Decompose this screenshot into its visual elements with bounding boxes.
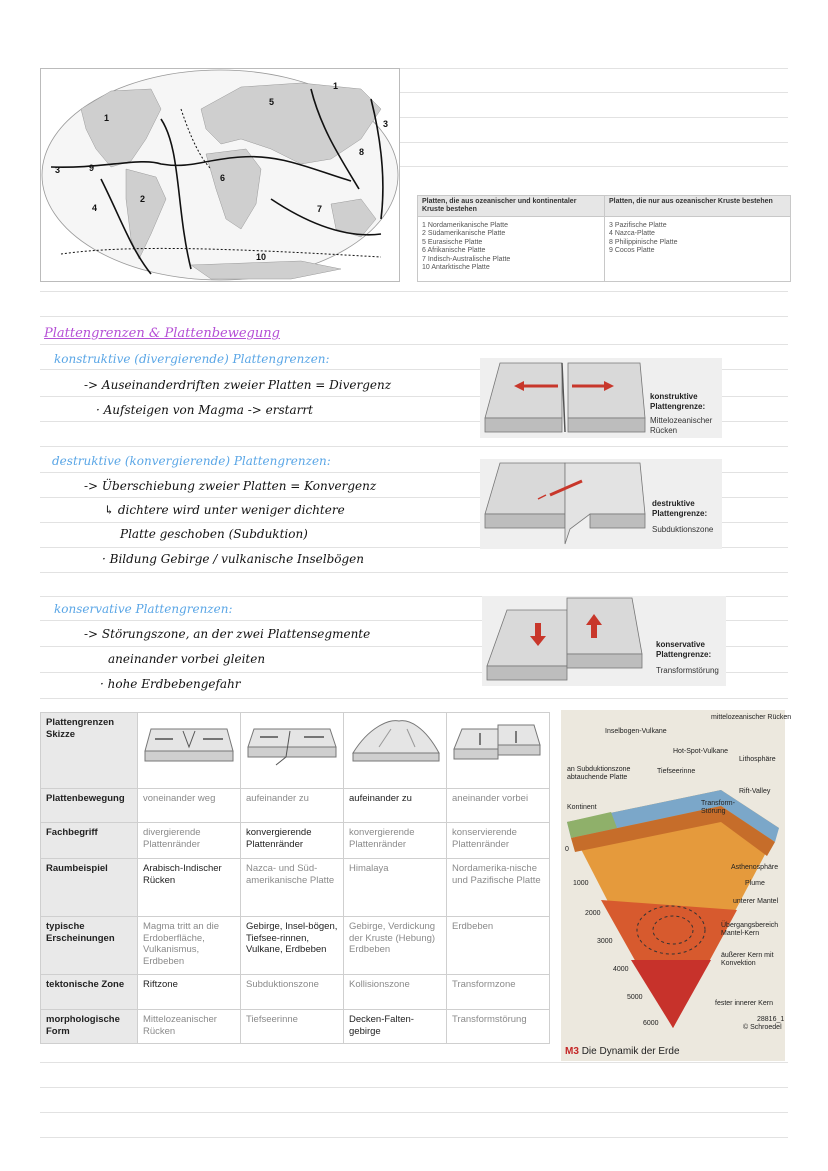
table-cell: Nordamerika-nische und Pazifische Platte bbox=[447, 859, 550, 917]
ruled-line bbox=[40, 446, 788, 447]
depth-label: 6000 bbox=[643, 1020, 659, 1027]
ruled-line bbox=[40, 291, 788, 292]
table-cell: aufeinander zu bbox=[241, 789, 344, 823]
ruled-line bbox=[40, 1112, 788, 1113]
label-trench: Tiefseerinne bbox=[657, 768, 696, 775]
label-plume: Plume bbox=[745, 880, 765, 887]
table-cell: Erdbeben bbox=[447, 917, 550, 975]
plate-number: 5 bbox=[269, 97, 275, 107]
ruled-line bbox=[40, 1137, 788, 1138]
table-cell: aufeinander zu bbox=[344, 789, 447, 823]
row-label: Plattenbewegung bbox=[41, 789, 138, 823]
plate-number: 10 bbox=[256, 252, 267, 262]
plate-number: 1 bbox=[333, 81, 339, 91]
row-label: Fachbegriff bbox=[41, 823, 138, 859]
note-line: ↳ dichtere wird unter weniger dichtere bbox=[104, 503, 345, 517]
legend-item: 10 Antarktische Platte bbox=[422, 264, 490, 272]
table-row bbox=[41, 713, 550, 789]
ruled-line bbox=[40, 1062, 788, 1063]
note-line: · Bildung Gebirge / vulkanische Inselbögen bbox=[102, 552, 365, 566]
legend-item: 4 Nazca-Platte bbox=[609, 230, 655, 238]
ruled-line bbox=[40, 698, 788, 699]
diagram-name: Mittelozeanischer Rücken bbox=[650, 416, 713, 435]
note-line: -> Störungszone, an der zwei Plattensegmente bbox=[84, 627, 371, 641]
diagram-type: destruktive Plattengrenze: bbox=[652, 499, 708, 518]
notes-title: Plattengrenzen & Plattenbewegung bbox=[44, 326, 280, 341]
plate-number: 1 bbox=[104, 113, 110, 123]
sketch-collision bbox=[344, 713, 447, 789]
destruktiv-heading: destruktive (konvergierende) Plattengrenzen: bbox=[52, 454, 331, 468]
sketch-transform bbox=[447, 713, 550, 789]
sketch-divergent bbox=[138, 713, 241, 789]
diagram-type: konstruktive Plattengrenze: bbox=[650, 392, 706, 411]
note-line: -> Überschiebung zweier Platten = Konvergenz bbox=[84, 479, 377, 493]
label-outer-core: äußerer Kern mit Konvektion bbox=[721, 952, 774, 967]
ruled-line bbox=[40, 316, 788, 317]
legend-header-mixed: Platten, die aus ozeanischer und kontinentaler Kruste bestehen bbox=[422, 198, 577, 213]
table-cell: konvergierende Plattenränder bbox=[344, 823, 447, 859]
sketch-subduction bbox=[241, 713, 344, 789]
table-cell: konservierende Plattenränder bbox=[447, 823, 550, 859]
caption-text: Die Dynamik der Erde bbox=[581, 1046, 680, 1057]
depth-label: 2000 bbox=[585, 910, 601, 917]
table-cell: Transformzone bbox=[447, 975, 550, 1010]
konstruktiv-diagram bbox=[480, 358, 722, 438]
label-lower-mantle: unterer Mantel bbox=[733, 898, 779, 905]
note-line: Platte geschoben (Subduktion) bbox=[120, 527, 308, 541]
depth-label: 3000 bbox=[597, 938, 613, 945]
row-label: tektonische Zone bbox=[41, 975, 138, 1010]
diagram-name: Subduktionszone bbox=[652, 525, 714, 534]
table-cell: aneinander vorbei bbox=[447, 789, 550, 823]
table-cell: Arabisch-Indischer Rücken bbox=[138, 859, 241, 917]
depth-label: 5000 bbox=[627, 994, 643, 1001]
note-line: -> Auseinanderdriften zweier Platten = Divergenz bbox=[84, 378, 392, 392]
row-label: morphologische Form bbox=[41, 1010, 138, 1044]
table-cell: Himalaya bbox=[344, 859, 447, 917]
label-asthenosphere: Asthenosphäre bbox=[731, 864, 779, 871]
legend-item: 9 Cocos Platte bbox=[609, 247, 655, 255]
table-row bbox=[41, 1010, 550, 1044]
label-publisher: © Schroedel bbox=[743, 1024, 782, 1031]
plate-map bbox=[40, 68, 400, 282]
table-cell: Transformstörung bbox=[447, 1010, 550, 1044]
konstruktiv-heading: konstruktive (divergierende) Plattengrenzen: bbox=[54, 352, 330, 366]
plate-number: 6 bbox=[220, 173, 226, 183]
table-cell: Tiefseerinne bbox=[241, 1010, 344, 1044]
table-header: Plattengrenzen Skizze bbox=[41, 713, 138, 789]
depth-label: 0 bbox=[565, 846, 569, 853]
table-cell: Gebirge, Insel-bögen, Tiefsee-rinnen, Vulkane, Erdbeben bbox=[241, 917, 344, 975]
note-line: · Aufsteigen von Magma -> erstarrt bbox=[96, 403, 313, 417]
plate-number: 3 bbox=[55, 165, 61, 175]
plate-legend bbox=[417, 195, 791, 282]
table-row bbox=[41, 975, 550, 1010]
label-transform: Transform-Störung bbox=[701, 800, 735, 815]
note-line: · hohe Erdbebengefahr bbox=[100, 677, 241, 691]
label-hotspot: Hot-Spot-Vulkane bbox=[673, 748, 728, 755]
legend-item: 1 Nordamerikanische Platte bbox=[422, 222, 508, 229]
konservativ-diagram bbox=[482, 596, 726, 686]
diagram-name: Transformstörung bbox=[656, 666, 719, 675]
table-cell: Mittelozeanischer Rücken bbox=[138, 1010, 241, 1044]
table-row bbox=[41, 789, 550, 823]
legend-item: 2 Südamerikanische Platte bbox=[422, 230, 506, 238]
table-cell: voneinander weg bbox=[138, 789, 241, 823]
caption-number: M3 bbox=[565, 1046, 579, 1057]
table-cell: Decken-Falten-gebirge bbox=[344, 1010, 447, 1044]
konservativ-heading: konservative Plattengrenzen: bbox=[54, 602, 233, 616]
depth-label: 1000 bbox=[573, 880, 589, 887]
plate-number: 2 bbox=[140, 194, 146, 204]
label-transition: Übergangsbereich Mantel-Kern bbox=[721, 922, 779, 937]
label-lithosphere: Lithosphäre bbox=[739, 756, 776, 763]
label-rift: Rift-Valley bbox=[739, 788, 771, 795]
legend-header-oceanic: Platten, die nur aus ozeanischer Kruste bestehen bbox=[609, 198, 773, 205]
table-cell: Magma tritt an die Erdoberfläche, Vulkanismus, Erdbeben bbox=[138, 917, 241, 975]
table-cell: Subduktionszone bbox=[241, 975, 344, 1010]
table-row bbox=[41, 823, 550, 859]
table-cell: konvergierende Plattenränder bbox=[241, 823, 344, 859]
ruled-line bbox=[40, 572, 788, 573]
label-code: 28816_1 bbox=[757, 1016, 785, 1023]
diagram-type: konservative Plattengrenze: bbox=[656, 640, 712, 659]
ruled-line bbox=[40, 344, 788, 345]
label-ridge: mittelozeanischer Rücken bbox=[711, 714, 792, 721]
table-row bbox=[41, 859, 550, 917]
label-subduction: an Subduktionszone abtauchende Platte bbox=[567, 766, 631, 781]
row-label: typische Erscheinungen bbox=[41, 917, 138, 975]
plate-number: 4 bbox=[92, 203, 98, 213]
plate-boundary-table bbox=[40, 712, 550, 1044]
legend-item: 7 Indisch-Australische Platte bbox=[422, 255, 511, 263]
legend-item: 8 Philippinische Platte bbox=[609, 238, 678, 246]
table-row bbox=[41, 917, 550, 975]
plate-number: 7 bbox=[317, 204, 323, 214]
ruled-line bbox=[40, 1087, 788, 1088]
label-inner-core: fester innerer Kern bbox=[715, 1000, 773, 1007]
legend-item: 6 Afrikanische Platte bbox=[422, 247, 486, 255]
table-cell: Nazca- und Süd-amerikanische Platte bbox=[241, 859, 344, 917]
note-line: aneinander vorbei gleiten bbox=[108, 652, 266, 666]
table-cell: Riftzone bbox=[138, 975, 241, 1010]
depth-label: 4000 bbox=[613, 966, 629, 973]
earth-dynamics-figure bbox=[561, 710, 792, 1061]
table-cell: divergierende Plattenränder bbox=[138, 823, 241, 859]
plate-number: 8 bbox=[359, 147, 365, 157]
label-continent: Kontinent bbox=[567, 804, 597, 811]
plate-number: 3 bbox=[383, 119, 389, 129]
legend-item: 3 Pazifische Platte bbox=[609, 222, 667, 229]
table-cell: Kollisionszone bbox=[344, 975, 447, 1010]
table-cell: Gebirge, Verdickung der Kruste (Hebung) Erdbeben bbox=[344, 917, 447, 975]
row-label: Raumbeispiel bbox=[41, 859, 138, 917]
legend-item: 5 Eurasische Platte bbox=[422, 238, 483, 246]
figure-caption bbox=[565, 1046, 680, 1057]
plate-number: 9 bbox=[89, 163, 95, 173]
destruktiv-diagram bbox=[480, 459, 722, 549]
label-island-arc: Inselbogen-Vulkane bbox=[605, 728, 667, 735]
